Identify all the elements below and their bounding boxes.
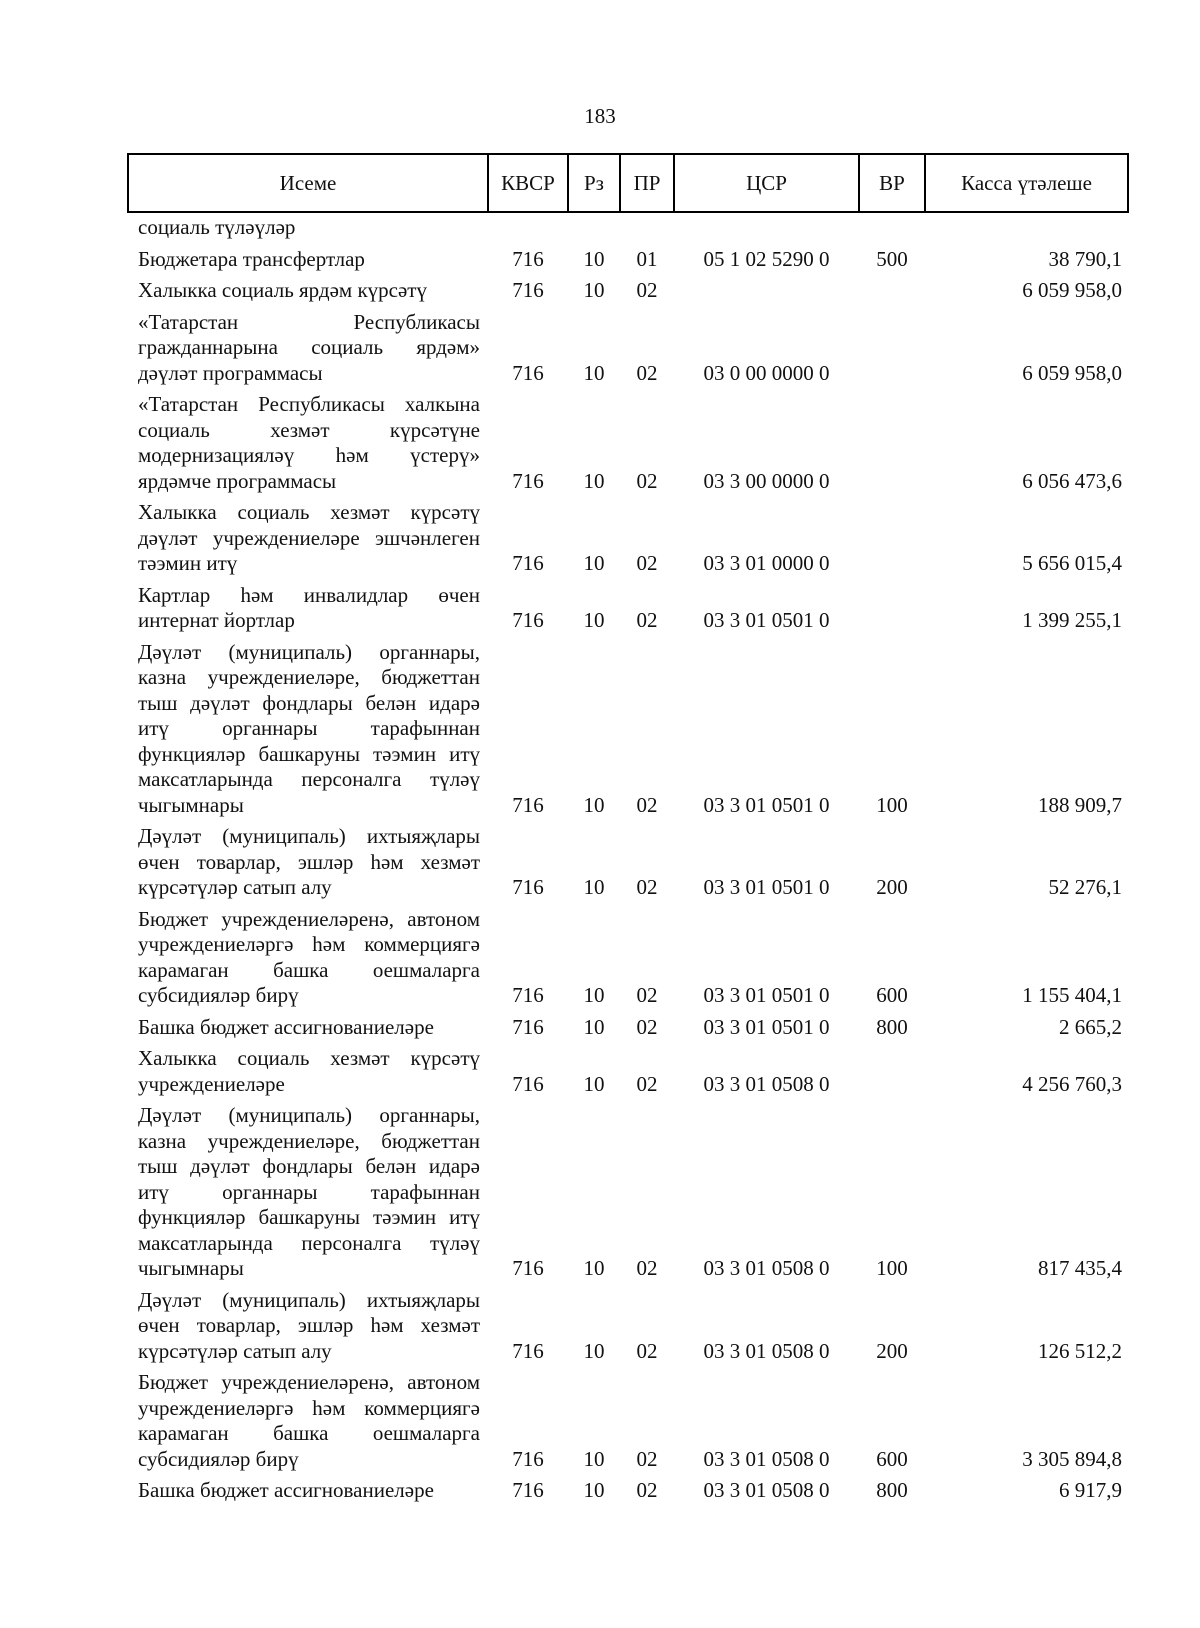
row-kvsr: 716: [512, 1478, 544, 1502]
row-name: Дәүләт (муниципаль) органнары, казна учреждениеләре, бюджеттан тыш дәүләт фондлары белән идарә итү органнары тарафыннан функцияләр башкаруны тәэмин итү максатларында персоналга түләү чыгымнары: [138, 1103, 480, 1280]
row-csr: 03 0 00 0000 0: [703, 360, 830, 385]
row-kvsr: 716: [512, 468, 544, 493]
row-amount: 3 305 894,8: [1022, 1446, 1122, 1471]
row-pr: 02: [636, 875, 658, 899]
row-kvsr: 716: [512, 1256, 544, 1280]
row-amount: 188 909,7: [1038, 792, 1122, 817]
row-rz: 10: [583, 983, 605, 1007]
row-pr: 02: [636, 278, 658, 302]
row-csr: 03 3 01 0501 0: [703, 983, 830, 1007]
table-row: [128, 245, 1128, 277]
row-kvsr: 716: [512, 1338, 544, 1363]
row-name: социаль түләүләр: [138, 215, 296, 239]
header-name: Исеме: [128, 154, 488, 212]
row-csr: 03 3 01 0501 0: [703, 608, 830, 632]
row-csr: [674, 276, 859, 308]
row-csr: 05 1 02 5290 0: [703, 246, 830, 271]
header-amount: Касса үтәлеше: [925, 154, 1128, 212]
row-kvsr: 716: [512, 1014, 544, 1039]
row-vr: 600: [876, 983, 908, 1007]
row-pr: 02: [636, 551, 658, 575]
row-pr: 02: [636, 360, 658, 385]
table-row: [128, 905, 1128, 1013]
row-pr: 02: [636, 1071, 658, 1096]
row-vr: [859, 498, 925, 581]
row-rz: 10: [583, 792, 605, 817]
row-amount: 126 512,2: [1038, 1338, 1122, 1363]
budget-table: [127, 153, 1129, 1508]
table-row: [128, 1013, 1128, 1045]
row-vr: [859, 390, 925, 498]
table-row: [128, 638, 1128, 823]
row-amount: 6 059 958,0: [1022, 278, 1122, 302]
row-rz: [568, 212, 620, 245]
row-amount: [925, 212, 1128, 245]
row-vr: [859, 581, 925, 638]
row-kvsr: 716: [512, 983, 544, 1007]
table-row: [128, 1101, 1128, 1286]
row-amount: 38 790,1: [1048, 246, 1122, 271]
row-name: Халыкка социаль хезмәт күрсәтү учреждениеләре: [138, 1046, 480, 1096]
row-rz: 10: [583, 1256, 605, 1280]
row-vr: 600: [876, 1446, 908, 1471]
row-amount: 5 656 015,4: [1022, 551, 1122, 575]
table-row: [128, 390, 1128, 498]
table-header: [128, 154, 1128, 212]
row-amount: 4 256 760,3: [1022, 1071, 1122, 1096]
row-kvsr: 716: [512, 551, 544, 575]
row-vr: [859, 1044, 925, 1101]
row-kvsr: 716: [512, 246, 544, 271]
row-rz: 10: [583, 551, 605, 575]
row-vr: 200: [876, 875, 908, 899]
row-amount: 1 155 404,1: [1022, 983, 1122, 1007]
row-kvsr: 716: [512, 792, 544, 817]
row-vr: [859, 308, 925, 391]
row-rz: 10: [583, 278, 605, 302]
row-vr: 800: [876, 1014, 908, 1039]
header-vr: ВР: [859, 154, 925, 212]
table-row: [128, 212, 1128, 245]
row-rz: 10: [583, 608, 605, 632]
row-amount: 817 435,4: [1038, 1256, 1122, 1280]
row-kvsr: 716: [512, 875, 544, 899]
row-rz: 10: [583, 1071, 605, 1096]
row-name: Картлар һәм инвалидлар өчен интернат йортлар: [138, 582, 480, 632]
row-name: Дәүләт (муниципаль) ихтыяҗлары өчен товарлар, эшләр һәм хезмәт күрсәтүләр сатып алу: [138, 824, 480, 899]
row-amount: 2 665,2: [1059, 1014, 1122, 1039]
table-body: [128, 212, 1128, 1508]
table-row: [128, 1286, 1128, 1369]
row-pr: 02: [636, 1256, 658, 1280]
row-amount: 52 276,1: [1048, 875, 1122, 899]
table-row: [128, 276, 1128, 308]
table-row: [128, 1368, 1128, 1476]
header-csr: ЦСР: [674, 154, 859, 212]
row-kvsr: [488, 212, 568, 245]
row-name: «Татарстан Республикасы гражданнарына социаль ярдәм» дәүләт программасы: [138, 309, 480, 385]
row-pr: 02: [636, 1014, 658, 1039]
row-kvsr: 716: [512, 1446, 544, 1471]
row-csr: 03 3 01 0501 0: [703, 1014, 830, 1039]
row-pr: 02: [636, 468, 658, 493]
row-vr: 800: [876, 1478, 908, 1502]
row-vr: 100: [876, 792, 908, 817]
table-row: [128, 581, 1128, 638]
header-kvsr: КВСР: [488, 154, 568, 212]
row-amount: 6 059 958,0: [1022, 360, 1122, 385]
row-name: Бюджет учреждениеләренә, автоном учреждениеләргә һәм коммерциягә карамаган башка оешмаларга субсидияләр бирү: [138, 906, 480, 1007]
row-pr: 02: [636, 1478, 658, 1502]
row-name: Башка бюджет ассигнованиеләре: [138, 1014, 434, 1039]
row-vr: [859, 276, 925, 308]
row-csr: 03 3 01 0508 0: [703, 1071, 830, 1096]
row-pr: 02: [636, 792, 658, 817]
row-rz: 10: [583, 1478, 605, 1502]
row-kvsr: 716: [512, 360, 544, 385]
row-csr: 03 3 01 0501 0: [703, 792, 830, 817]
row-rz: 10: [583, 1338, 605, 1363]
table-row: [128, 308, 1128, 391]
row-csr: 03 3 01 0508 0: [703, 1478, 830, 1502]
row-name: Халыкка социаль хезмәт күрсәтү дәүләт учреждениеләре эшчәнлеген тәэмин итү: [138, 500, 480, 575]
row-csr: 03 3 01 0501 0: [703, 875, 830, 899]
row-name: Дәүләт (муниципаль) органнары, казна учреждениеләре, бюджеттан тыш дәүләт фондлары белән идарә итү органнары тарафыннан функцияләр башкаруны тәэмин итү максатларында персоналга түләү чыгымнары: [138, 639, 480, 817]
row-name: «Татарстан Республикасы халкына социаль хезмәт күрсәтүне модернизацияләү һәм үстерү» ярдәмче программасы: [138, 392, 480, 493]
row-csr: 03 3 01 0508 0: [703, 1338, 830, 1363]
row-name: Дәүләт (муниципаль) ихтыяҗлары өчен товарлар, эшләр һәм хезмәт күрсәтүләр сатып алу: [138, 1287, 480, 1363]
row-rz: 10: [583, 1446, 605, 1471]
row-rz: 10: [583, 875, 605, 899]
table-row: [128, 1044, 1128, 1101]
row-csr: 03 3 00 0000 0: [703, 468, 830, 493]
table-row: [128, 1476, 1128, 1508]
row-kvsr: 716: [512, 608, 544, 632]
row-rz: 10: [583, 246, 605, 271]
row-kvsr: 716: [512, 278, 544, 302]
row-vr: 200: [876, 1338, 908, 1363]
row-name: Халыкка социаль ярдәм күрсәтү: [138, 278, 427, 302]
row-csr: 03 3 01 0000 0: [703, 551, 830, 575]
row-csr: 03 3 01 0508 0: [703, 1446, 830, 1471]
row-name: Башка бюджет ассигнованиеләре: [138, 1478, 434, 1502]
row-rz: 10: [583, 468, 605, 493]
row-rz: 10: [583, 1014, 605, 1039]
row-name: Бюджет учреждениеләренә, автоном учреждениеләргә һәм коммерциягә карамаган башка оешмаларга субсидияләр бирү: [138, 1370, 480, 1471]
row-amount: 6 056 473,6: [1022, 468, 1122, 493]
row-vr: 100: [876, 1256, 908, 1280]
header-rz: Рз: [568, 154, 620, 212]
row-pr: [620, 212, 674, 245]
row-pr: 02: [636, 1338, 658, 1363]
header-pr: ПР: [620, 154, 674, 212]
table-row: [128, 822, 1128, 905]
row-pr: 02: [636, 1446, 658, 1471]
row-name: Бюджетара трансфертлар: [138, 246, 365, 271]
row-csr: 03 3 01 0508 0: [703, 1256, 830, 1280]
row-kvsr: 716: [512, 1071, 544, 1096]
row-pr: 02: [636, 608, 658, 632]
page-number: 183: [584, 104, 616, 128]
row-amount: 6 917,9: [1059, 1478, 1122, 1502]
row-amount: 1 399 255,1: [1022, 608, 1122, 632]
table-row: [128, 498, 1128, 581]
row-pr: 02: [636, 983, 658, 1007]
row-csr: [674, 212, 859, 245]
row-rz: 10: [583, 360, 605, 385]
row-vr: [859, 212, 925, 245]
row-vr: 500: [876, 246, 908, 271]
row-pr: 01: [636, 246, 658, 271]
